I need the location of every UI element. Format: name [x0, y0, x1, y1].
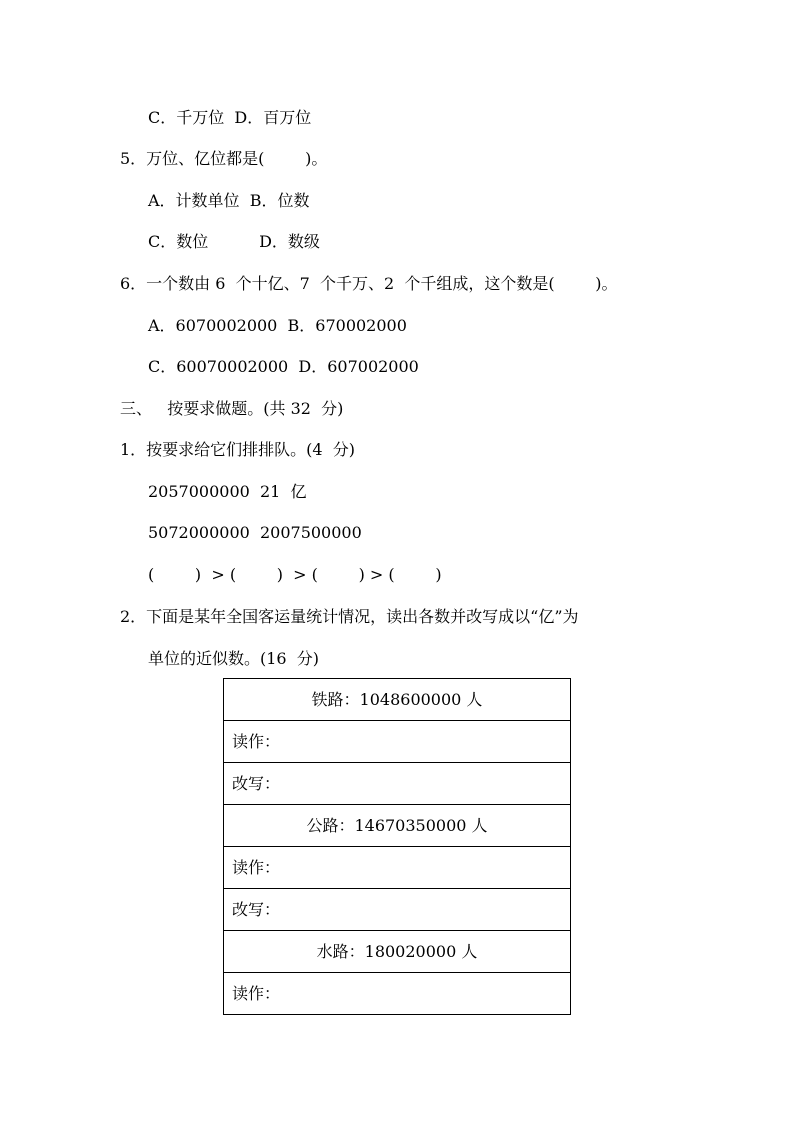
s3-q1-stem: 1．按要求给它们排排队。(4 分)	[120, 440, 356, 459]
table-row	[224, 931, 571, 973]
q6-stem: 6．一个数由 6 个十亿、7 个千万、2 个千组成，这个数是( )。	[120, 274, 618, 293]
q6-options-ab: A．6070002000 B．670002000	[148, 316, 407, 335]
q6-options-cd: C．60070002000 D．607002000	[148, 357, 419, 376]
s3-q2-stem-line1: 2．下面是某年全国客运量统计情况，读出各数并改写成以“亿”为	[120, 607, 579, 626]
waterway-read-cell: 读作：	[224, 973, 571, 1015]
table-row	[224, 847, 571, 889]
table-row	[224, 973, 571, 1015]
highway-read-cell: 读作：	[224, 847, 571, 889]
s3-q1-numbers-row1: 2057000000 21 亿	[148, 482, 307, 501]
section-3-title: 三、 按要求做题。(共 32 分)	[120, 399, 344, 418]
railway-read-cell: 读作：	[224, 721, 571, 763]
s3-q1-order-blanks: ( ) > ( ) > ( ) > ( )	[148, 565, 442, 584]
q4-options-cd: C．千万位 D．百万位	[148, 108, 312, 127]
passenger-volume-table	[223, 678, 571, 1015]
q5-stem: 5．万位、亿位都是( )。	[120, 149, 328, 168]
q5-options-cd: C．数位 D．数级	[148, 232, 320, 251]
table-row	[224, 721, 571, 763]
s3-q1-numbers-row2: 5072000000 2007500000	[148, 523, 362, 542]
railway-header-cell: 铁路：1048600000 人	[224, 679, 571, 721]
table-row	[224, 889, 571, 931]
q5-options-ab: A．计数单位 B．位数	[148, 191, 310, 210]
s3-q2-stem-line2: 单位的近似数。(16 分)	[148, 649, 320, 668]
table-row	[224, 805, 571, 847]
highway-header-cell: 公路：14670350000 人	[224, 805, 571, 847]
table-row	[224, 679, 571, 721]
railway-rewrite-cell: 改写：	[224, 763, 571, 805]
highway-rewrite-cell: 改写：	[224, 889, 571, 931]
table-row	[224, 763, 571, 805]
waterway-header-cell: 水路：180020000 人	[224, 931, 571, 973]
